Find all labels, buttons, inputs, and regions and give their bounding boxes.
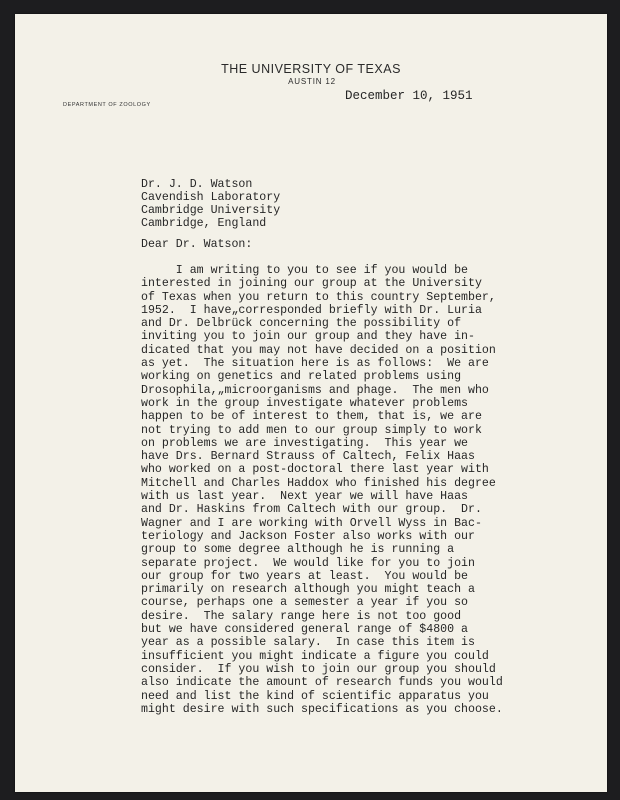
body-line: dicated that you may not have decided on a position (141, 343, 496, 357)
body-line: primarily on research although you might teach a (141, 583, 475, 597)
body-line: of Texas when you return to this country September, (141, 290, 496, 304)
body-line: happen to be of interest to them, that is, we are (141, 410, 482, 424)
address-line: Cambridge, England (141, 217, 267, 230)
body-line: and Dr. Delbrück concerning the possibility of (141, 317, 462, 331)
body-line: but we have considered general range of $4800 a (141, 623, 468, 637)
body-line: Drosophila,„microorganisms and phage. The men who (141, 383, 489, 397)
body-line: Mitchell and Charles Haddox who finished his degree (141, 476, 496, 490)
letter-body (141, 264, 503, 716)
address-line: Cambridge University (141, 204, 281, 217)
body-line: and Dr. Haskins from Caltech with our group. Dr. (141, 503, 482, 517)
body-line: course, perhaps one a semester a year if you so (141, 596, 468, 610)
body-line: consider. If you wish to join our group you should (141, 662, 496, 676)
letterhead (15, 62, 607, 86)
address-line: Dr. J. D. Watson (141, 178, 253, 191)
body-line: interested in joining our group at the University (141, 277, 482, 291)
body-line: insufficient you might indicate a figure you could (141, 649, 489, 663)
body-line: might desire with such specifications as you choose. (141, 702, 503, 716)
body-line: need and list the kind of scientific apparatus you (141, 689, 489, 703)
body-line: separate project. We would like for you to join (141, 556, 475, 570)
body-line: with us last year. Next year we will have Haas (141, 490, 468, 504)
body-line: desire. The salary range here is not too good (141, 609, 462, 623)
body-line: have Drs. Bernard Strauss of Caltech, Felix Haas (141, 450, 475, 464)
body-line: year as a possible salary. In case this item is (141, 636, 475, 650)
body-line: group to some degree although he is running a (141, 543, 455, 557)
body-line: also indicate the amount of research funds you would (141, 676, 503, 690)
letter-page (15, 14, 607, 792)
body-line: our group for two years at least. You would be (141, 569, 468, 583)
body-line: on problems we are investigating. This year we (141, 436, 468, 450)
address-line: Cavendish Laboratory (141, 191, 281, 204)
body-line: Wagner and I are working with Orvell Wyss in Bac- (141, 516, 482, 530)
body-line: I am writing to you to see if you would be (141, 264, 468, 277)
university-city: AUSTIN 12 (288, 77, 336, 86)
recipient-address (141, 178, 280, 230)
salutation: Dear Dr. Watson: (141, 238, 253, 251)
body-line: as yet. The situation here is as follows: We are (141, 357, 489, 371)
letter-date: December 10, 1951 (345, 89, 473, 103)
body-line: 1952. I have„corresponded briefly with Dr. Luria (141, 303, 482, 317)
body-line: inviting you to join our group and they have in- (141, 330, 475, 344)
body-line: not trying to add men to our group simply to work (141, 423, 482, 437)
body-line: who worked on a post-doctoral there last year with (141, 463, 489, 477)
body-line: teriology and Jackson Foster also works with our (141, 529, 475, 543)
university-name: THE UNIVERSITY OF TEXAS (221, 62, 401, 76)
body-line: working on genetics and related problems using (141, 370, 462, 384)
department-name: DEPARTMENT OF ZOOLOGY (63, 102, 151, 108)
body-line: work in the group investigate whatever problems (141, 396, 468, 410)
